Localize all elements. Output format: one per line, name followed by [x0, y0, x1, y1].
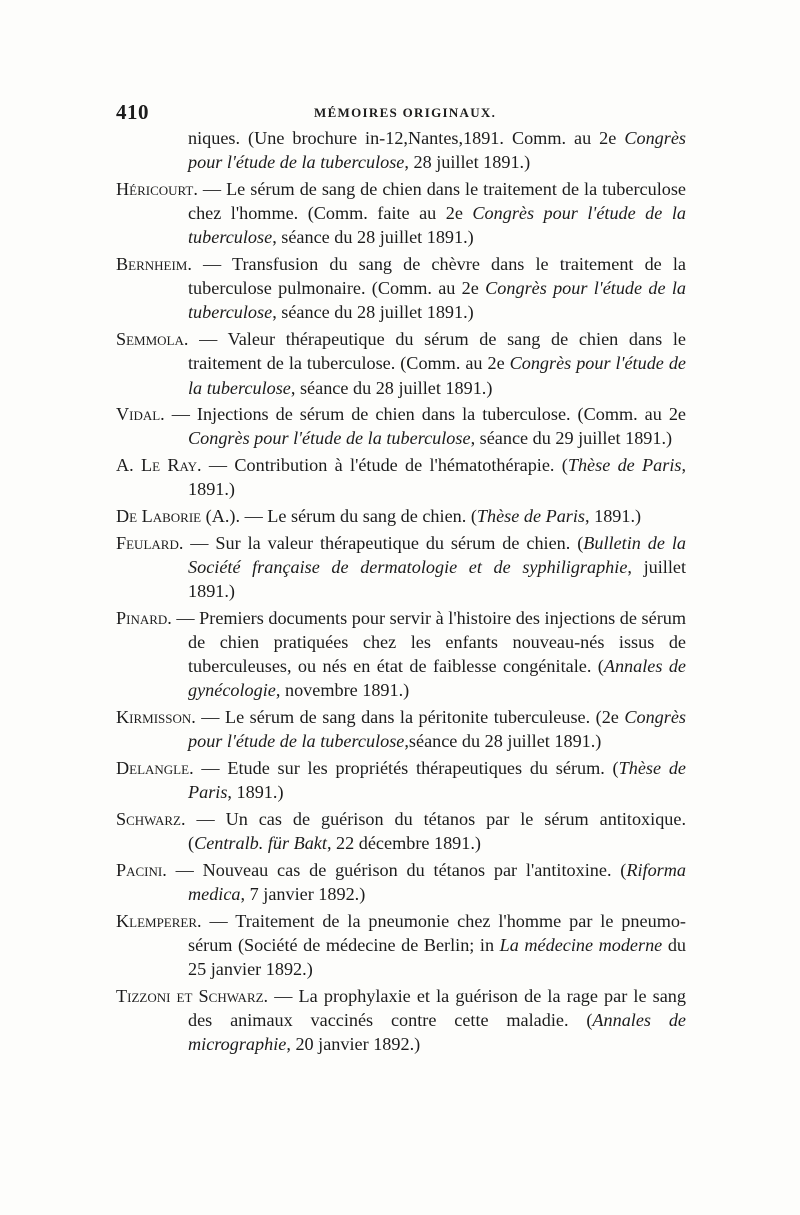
reference-text: — Contribution à l'étude de l'hématothérapie. ( [201, 455, 568, 476]
reference-text: — Sur la valeur thérapeutique du sérum de chien. ( [183, 532, 584, 553]
reference-date: ,séance du 28 juillet 1891.) [404, 731, 602, 752]
reference-publication: Congrès pour l'étude de la tuberculose [188, 128, 686, 173]
reference-author: De Laborie (A.). [116, 506, 241, 527]
reference-publication: Annales de gynécologie [188, 656, 686, 701]
reference-text: niques. (Une brochure in-12,Nantes,1891. Comm. au 2e [188, 128, 625, 148]
reference-date: , séance du 28 juillet 1891.) [272, 302, 474, 323]
reference-author: Schwarz. [116, 808, 186, 829]
reference-entry [116, 327, 686, 400]
reference-entry [116, 858, 686, 906]
reference-publication: Congrès pour l'étude de la tuberculose [188, 707, 686, 752]
reference-text: — Traitement de la pneumonie chez l'homme par le pneumo-sérum (Société de médecine de Berlin; in [188, 910, 686, 955]
reference-list [116, 126, 686, 1059]
reference-entry [116, 909, 686, 982]
reference-publication: Thèse de Paris [188, 758, 686, 803]
reference-date: , séance du 28 juillet 1891.) [272, 227, 474, 248]
reference-publication: Thèse de Paris [476, 506, 585, 527]
reference-author: Kirmisson. [116, 707, 196, 728]
reference-text: — Le sérum de sang de chien dans le traitement de la tuberculose chez l'homme. (Comm. faite au 2e [188, 178, 686, 224]
reference-text: — La prophylaxie et la guérison de la rage par le sang des animaux vaccinés contre cette maladie. ( [188, 985, 686, 1031]
reference-author: Semmola. [116, 329, 189, 350]
reference-date: , 7 janvier 1892.) [240, 884, 366, 905]
reference-entry [116, 756, 686, 804]
reference-author: Feulard. [116, 532, 184, 553]
reference-entry [116, 177, 686, 250]
reference-entry [116, 252, 686, 325]
reference-publication: Congrès pour l'étude de la tuberculose [188, 203, 686, 248]
reference-author: Héricourt. [116, 178, 198, 199]
reference-publication: Congrès pour l'étude de la tuberculose [188, 428, 471, 449]
reference-author: Tizzoni et Schwarz. [116, 985, 269, 1006]
reference-publication: Thèse de Paris [567, 455, 682, 476]
reference-entry [116, 531, 686, 604]
reference-text: — Nouveau cas de guérison du tétanos par l'antitoxine. ( [166, 859, 627, 880]
reference-text: — Un cas de guérison du tétanos par le sérum antitoxique. ( [185, 808, 686, 854]
reference-entry-continued [116, 126, 686, 174]
reference-date: , 28 juillet 1891.) [404, 152, 531, 173]
reference-entry [116, 606, 686, 703]
reference-entry [116, 807, 686, 855]
reference-author: Pinard. [116, 607, 172, 628]
reference-date: , séance du 28 juillet 1891.) [290, 377, 493, 398]
reference-text: — Valeur thérapeutique du sérum de sang de chien dans le traitement de la tuberculose. (Comm. au 2e [188, 329, 686, 374]
reference-date: , séance du 29 juillet 1891.) [470, 428, 673, 449]
reference-publication: La médecine moderne [499, 935, 663, 955]
reference-date: , 22 décembre 1891.) [326, 833, 481, 854]
reference-text: — Transfusion du sang de chèvre dans le traitement de la tuberculose pulmonaire. (Comm. au 2e [188, 254, 686, 299]
reference-date: , 20 janvier 1892.) [286, 1034, 421, 1055]
reference-date: du 25 janvier 1892.) [188, 935, 687, 980]
reference-entry [116, 705, 686, 753]
reference-publication: Congrès pour l'étude de la tuberculose [188, 353, 686, 398]
reference-text: — Le sérum du sang de chien. ( [240, 506, 477, 527]
reference-author: Pacini. [116, 859, 167, 880]
page-number: 410 [116, 100, 149, 124]
reference-author: Vidal. [116, 404, 165, 425]
reference-entry [116, 402, 686, 450]
reference-text: — Injections de sérum de chien dans la tuberculose. (Comm. au 2e [164, 404, 686, 425]
reference-date: , 1891.) [188, 455, 687, 500]
reference-publication: Congrès pour l'étude de la tuberculose [188, 278, 686, 323]
running-title: MÉMOIRES ORIGINAUX. [314, 105, 497, 120]
reference-date: , novembre 1891.) [275, 680, 410, 701]
reference-text: — Le sérum de sang dans la péritonite tuberculeuse. (2e [195, 707, 625, 728]
reference-author: Delangle. [116, 758, 194, 779]
reference-entry [116, 504, 686, 528]
reference-text: — Premiers documents pour servir à l'histoire des injections de sérum de chien pratiquées chez les enfants nouveau-nés issus de tuberculeuses, ou nés en état de faiblesse congénitale. ( [171, 607, 686, 677]
reference-date: , 1891.) [227, 782, 284, 803]
reference-date: , juillet 1891.) [188, 556, 686, 602]
reference-publication: Annales de micrographie [188, 1010, 686, 1055]
reference-publication: Bulletin de la Société française de dermatologie et de syphiligraphie [188, 532, 686, 577]
reference-entry [116, 453, 686, 501]
reference-date: , 1891.) [585, 506, 642, 527]
reference-publication: Centralb. für Bakt [194, 833, 327, 854]
reference-author: Klemperer. [116, 910, 202, 931]
reference-entry [116, 984, 686, 1057]
reference-author: A. Le Ray. [116, 455, 202, 476]
reference-author: Bernheim. [116, 254, 192, 275]
reference-text: — Etude sur les propriétés thérapeutiques du sérum. ( [193, 758, 619, 779]
reference-publication: Riforma medica [188, 859, 686, 905]
